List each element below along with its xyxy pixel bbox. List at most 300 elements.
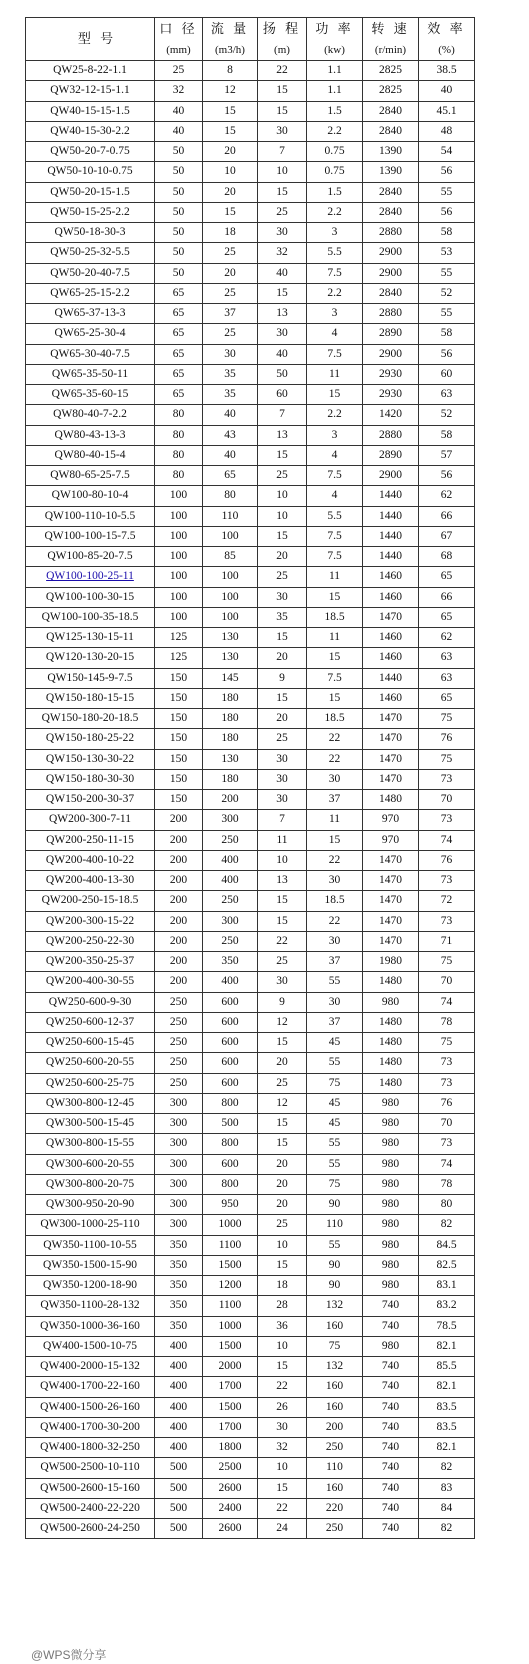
power-cell: 0.75 bbox=[307, 162, 363, 182]
efficiency-cell: 78 bbox=[419, 1174, 475, 1194]
efficiency-cell: 82 bbox=[419, 1215, 475, 1235]
model-cell: QW50-18-30-3 bbox=[26, 223, 155, 243]
head-cell: 40 bbox=[258, 344, 307, 364]
speed-cell: 1470 bbox=[363, 769, 419, 789]
power-cell: 22 bbox=[307, 729, 363, 749]
speed-cell: 2840 bbox=[363, 101, 419, 121]
efficiency-cell: 75 bbox=[419, 749, 475, 769]
flow-cell: 180 bbox=[203, 769, 258, 789]
efficiency-cell: 74 bbox=[419, 1154, 475, 1174]
head-cell: 30 bbox=[258, 587, 307, 607]
diameter-cell: 200 bbox=[155, 830, 203, 850]
head-cell: 50 bbox=[258, 364, 307, 384]
efficiency-cell: 65 bbox=[419, 688, 475, 708]
head-cell: 40 bbox=[258, 263, 307, 283]
table-row bbox=[26, 1377, 475, 1397]
head-cell: 28 bbox=[258, 1296, 307, 1316]
efficiency-cell: 73 bbox=[419, 1053, 475, 1073]
flow-cell: 35 bbox=[203, 385, 258, 405]
diameter-cell: 250 bbox=[155, 1053, 203, 1073]
model-cell: QW400-1500-26-160 bbox=[26, 1397, 155, 1417]
model-cell: QW40-15-15-1.5 bbox=[26, 101, 155, 121]
table-row bbox=[26, 1093, 475, 1113]
head-cell: 10 bbox=[258, 1458, 307, 1478]
power-cell: 1.5 bbox=[307, 101, 363, 121]
flow-cell: 130 bbox=[203, 648, 258, 668]
model-cell: QW65-25-30-4 bbox=[26, 324, 155, 344]
diameter-cell: 125 bbox=[155, 628, 203, 648]
flow-cell: 800 bbox=[203, 1134, 258, 1154]
speed-cell: 1470 bbox=[363, 891, 419, 911]
speed-cell: 740 bbox=[363, 1316, 419, 1336]
head-cell: 35 bbox=[258, 607, 307, 627]
model-cell: QW150-130-30-22 bbox=[26, 749, 155, 769]
power-cell: 18.5 bbox=[307, 709, 363, 729]
efficiency-cell: 82 bbox=[419, 1519, 475, 1539]
speed-cell: 1470 bbox=[363, 871, 419, 891]
diameter-cell: 50 bbox=[155, 182, 203, 202]
head-cell: 15 bbox=[258, 526, 307, 546]
head-cell: 25 bbox=[258, 1073, 307, 1093]
power-cell: 15 bbox=[307, 688, 363, 708]
speed-cell: 1480 bbox=[363, 972, 419, 992]
diameter-cell: 200 bbox=[155, 891, 203, 911]
speed-cell: 980 bbox=[363, 1276, 419, 1296]
flow-cell: 600 bbox=[203, 992, 258, 1012]
efficiency-cell: 45.1 bbox=[419, 101, 475, 121]
efficiency-cell: 56 bbox=[419, 466, 475, 486]
power-cell: 3 bbox=[307, 223, 363, 243]
head-cell: 20 bbox=[258, 648, 307, 668]
table-row bbox=[26, 1114, 475, 1134]
table-row bbox=[26, 162, 475, 182]
speed-cell: 2900 bbox=[363, 243, 419, 263]
table-row bbox=[26, 1053, 475, 1073]
model-cell: QW250-600-15-45 bbox=[26, 1033, 155, 1053]
model-cell: QW300-800-12-45 bbox=[26, 1093, 155, 1113]
table-row bbox=[26, 526, 475, 546]
speed-cell: 740 bbox=[363, 1296, 419, 1316]
header-speed: 转 速 bbox=[363, 18, 419, 40]
model-cell: QW500-2400-22-220 bbox=[26, 1498, 155, 1518]
speed-cell: 2880 bbox=[363, 425, 419, 445]
flow-cell: 1800 bbox=[203, 1438, 258, 1458]
diameter-cell: 400 bbox=[155, 1377, 203, 1397]
speed-cell: 740 bbox=[363, 1478, 419, 1498]
table-row bbox=[26, 911, 475, 931]
model-cell: QW250-600-20-55 bbox=[26, 1053, 155, 1073]
flow-cell: 100 bbox=[203, 567, 258, 587]
model-cell: QW80-65-25-7.5 bbox=[26, 466, 155, 486]
efficiency-cell: 72 bbox=[419, 891, 475, 911]
speed-cell: 740 bbox=[363, 1519, 419, 1539]
efficiency-cell: 53 bbox=[419, 243, 475, 263]
power-cell: 45 bbox=[307, 1033, 363, 1053]
power-cell: 132 bbox=[307, 1357, 363, 1377]
diameter-cell: 500 bbox=[155, 1458, 203, 1478]
flow-cell: 500 bbox=[203, 1114, 258, 1134]
efficiency-cell: 76 bbox=[419, 850, 475, 870]
power-cell: 160 bbox=[307, 1478, 363, 1498]
table-row bbox=[26, 810, 475, 830]
diameter-cell: 100 bbox=[155, 607, 203, 627]
efficiency-cell: 62 bbox=[419, 628, 475, 648]
power-cell: 11 bbox=[307, 810, 363, 830]
efficiency-cell: 73 bbox=[419, 1134, 475, 1154]
diameter-cell: 300 bbox=[155, 1174, 203, 1194]
model-cell: QW100-100-15-7.5 bbox=[26, 526, 155, 546]
table-row bbox=[26, 304, 475, 324]
speed-cell: 2840 bbox=[363, 121, 419, 141]
power-cell: 75 bbox=[307, 1073, 363, 1093]
efficiency-cell: 66 bbox=[419, 506, 475, 526]
power-cell: 3 bbox=[307, 304, 363, 324]
head-cell: 9 bbox=[258, 668, 307, 688]
diameter-cell: 350 bbox=[155, 1296, 203, 1316]
table-row bbox=[26, 405, 475, 425]
flow-cell: 1000 bbox=[203, 1215, 258, 1235]
power-cell: 4 bbox=[307, 486, 363, 506]
efficiency-cell: 65 bbox=[419, 567, 475, 587]
flow-cell: 300 bbox=[203, 911, 258, 931]
power-cell: 4 bbox=[307, 445, 363, 465]
diameter-cell: 25 bbox=[155, 61, 203, 81]
flow-cell: 10 bbox=[203, 162, 258, 182]
diameter-cell: 32 bbox=[155, 81, 203, 101]
model-cell: QW250-600-12-37 bbox=[26, 1012, 155, 1032]
diameter-cell: 500 bbox=[155, 1478, 203, 1498]
head-cell: 10 bbox=[258, 1235, 307, 1255]
header-power: 功 率 bbox=[307, 18, 363, 40]
diameter-cell: 150 bbox=[155, 688, 203, 708]
table-row bbox=[26, 1235, 475, 1255]
diameter-cell: 65 bbox=[155, 304, 203, 324]
diameter-cell: 150 bbox=[155, 790, 203, 810]
speed-cell: 2825 bbox=[363, 61, 419, 81]
efficiency-cell: 82.1 bbox=[419, 1377, 475, 1397]
power-cell: 2.2 bbox=[307, 405, 363, 425]
flow-cell: 1100 bbox=[203, 1296, 258, 1316]
diameter-cell: 40 bbox=[155, 121, 203, 141]
model-cell: QW200-350-25-37 bbox=[26, 952, 155, 972]
efficiency-cell: 40 bbox=[419, 81, 475, 101]
diameter-cell: 150 bbox=[155, 668, 203, 688]
speed-cell: 1440 bbox=[363, 547, 419, 567]
head-cell: 15 bbox=[258, 1114, 307, 1134]
flow-cell: 1000 bbox=[203, 1316, 258, 1336]
table-row bbox=[26, 628, 475, 648]
table-row bbox=[26, 466, 475, 486]
table-row bbox=[26, 223, 475, 243]
table-row bbox=[26, 1478, 475, 1498]
pump-spec-table bbox=[25, 17, 475, 1539]
head-cell: 18 bbox=[258, 1276, 307, 1296]
header-head: 扬 程 bbox=[258, 18, 307, 40]
flow-cell: 20 bbox=[203, 263, 258, 283]
flow-cell: 2000 bbox=[203, 1357, 258, 1377]
diameter-cell: 400 bbox=[155, 1397, 203, 1417]
diameter-cell: 400 bbox=[155, 1417, 203, 1437]
table-row bbox=[26, 283, 475, 303]
speed-cell: 1460 bbox=[363, 688, 419, 708]
head-cell: 10 bbox=[258, 486, 307, 506]
flow-cell: 600 bbox=[203, 1053, 258, 1073]
efficiency-cell: 68 bbox=[419, 547, 475, 567]
head-cell: 30 bbox=[258, 769, 307, 789]
efficiency-cell: 56 bbox=[419, 344, 475, 364]
unit-head: (m) bbox=[258, 39, 307, 61]
model-cell: QW120-130-20-15 bbox=[26, 648, 155, 668]
diameter-cell: 50 bbox=[155, 223, 203, 243]
power-cell: 90 bbox=[307, 1255, 363, 1275]
speed-cell: 1440 bbox=[363, 506, 419, 526]
model-cell: QW65-25-15-2.2 bbox=[26, 283, 155, 303]
diameter-cell: 500 bbox=[155, 1498, 203, 1518]
speed-cell: 1390 bbox=[363, 142, 419, 162]
speed-cell: 2840 bbox=[363, 182, 419, 202]
flow-cell: 100 bbox=[203, 587, 258, 607]
power-cell: 11 bbox=[307, 628, 363, 648]
speed-cell: 980 bbox=[363, 1174, 419, 1194]
speed-cell: 740 bbox=[363, 1397, 419, 1417]
diameter-cell: 100 bbox=[155, 506, 203, 526]
model-cell: QW350-1200-18-90 bbox=[26, 1276, 155, 1296]
efficiency-cell: 74 bbox=[419, 992, 475, 1012]
diameter-cell: 100 bbox=[155, 526, 203, 546]
diameter-cell: 500 bbox=[155, 1519, 203, 1539]
table-row bbox=[26, 1519, 475, 1539]
speed-cell: 980 bbox=[363, 1215, 419, 1235]
head-cell: 22 bbox=[258, 61, 307, 81]
model-cell: QW350-1000-36-160 bbox=[26, 1316, 155, 1336]
efficiency-cell: 84 bbox=[419, 1498, 475, 1518]
header-diameter: 口 径 bbox=[155, 18, 203, 40]
power-cell: 4 bbox=[307, 324, 363, 344]
flow-cell: 43 bbox=[203, 425, 258, 445]
diameter-cell: 300 bbox=[155, 1093, 203, 1113]
head-cell: 10 bbox=[258, 162, 307, 182]
speed-cell: 1460 bbox=[363, 567, 419, 587]
flow-cell: 25 bbox=[203, 243, 258, 263]
power-cell: 55 bbox=[307, 1235, 363, 1255]
head-cell: 25 bbox=[258, 202, 307, 222]
power-cell: 250 bbox=[307, 1438, 363, 1458]
flow-cell: 200 bbox=[203, 790, 258, 810]
head-cell: 13 bbox=[258, 304, 307, 324]
table-row bbox=[26, 547, 475, 567]
efficiency-cell: 78.5 bbox=[419, 1316, 475, 1336]
model-cell: QW250-600-9-30 bbox=[26, 992, 155, 1012]
power-cell: 22 bbox=[307, 911, 363, 931]
table-row bbox=[26, 749, 475, 769]
model-cell: QW350-1100-10-55 bbox=[26, 1235, 155, 1255]
speed-cell: 1470 bbox=[363, 607, 419, 627]
flow-cell: 250 bbox=[203, 931, 258, 951]
power-cell: 18.5 bbox=[307, 891, 363, 911]
speed-cell: 1480 bbox=[363, 1053, 419, 1073]
power-cell: 7.5 bbox=[307, 547, 363, 567]
power-cell: 160 bbox=[307, 1316, 363, 1336]
power-cell: 2.2 bbox=[307, 121, 363, 141]
efficiency-cell: 83 bbox=[419, 1478, 475, 1498]
efficiency-cell: 52 bbox=[419, 405, 475, 425]
efficiency-cell: 55 bbox=[419, 182, 475, 202]
table-row bbox=[26, 992, 475, 1012]
efficiency-cell: 82 bbox=[419, 1458, 475, 1478]
efficiency-cell: 83.1 bbox=[419, 1276, 475, 1296]
speed-cell: 2880 bbox=[363, 223, 419, 243]
flow-cell: 25 bbox=[203, 324, 258, 344]
diameter-cell: 80 bbox=[155, 445, 203, 465]
table-row bbox=[26, 445, 475, 465]
head-cell: 15 bbox=[258, 182, 307, 202]
header-efficiency: 效 率 bbox=[419, 18, 475, 40]
diameter-cell: 100 bbox=[155, 587, 203, 607]
power-cell: 37 bbox=[307, 952, 363, 972]
efficiency-cell: 55 bbox=[419, 263, 475, 283]
model-link[interactable]: QW100-100-25-11 bbox=[46, 570, 134, 583]
table-row bbox=[26, 1215, 475, 1235]
flow-cell: 18 bbox=[203, 223, 258, 243]
table-row bbox=[26, 1357, 475, 1377]
head-cell: 10 bbox=[258, 850, 307, 870]
flow-cell: 37 bbox=[203, 304, 258, 324]
efficiency-cell: 70 bbox=[419, 790, 475, 810]
power-cell: 7.5 bbox=[307, 526, 363, 546]
speed-cell: 2825 bbox=[363, 81, 419, 101]
flow-cell: 1200 bbox=[203, 1276, 258, 1296]
flow-cell: 180 bbox=[203, 688, 258, 708]
speed-cell: 740 bbox=[363, 1498, 419, 1518]
table-row bbox=[26, 972, 475, 992]
model-cell: QW500-2500-10-110 bbox=[26, 1458, 155, 1478]
unit-flow: (m3/h) bbox=[203, 39, 258, 61]
head-cell: 10 bbox=[258, 506, 307, 526]
diameter-cell: 400 bbox=[155, 1357, 203, 1377]
model-cell: QW100-85-20-7.5 bbox=[26, 547, 155, 567]
head-cell: 30 bbox=[258, 121, 307, 141]
model-cell: QW100-100-35-18.5 bbox=[26, 607, 155, 627]
model-cell: QW50-10-10-0.75 bbox=[26, 162, 155, 182]
model-cell: QW50-20-7-0.75 bbox=[26, 142, 155, 162]
table-row bbox=[26, 1012, 475, 1032]
power-cell: 11 bbox=[307, 364, 363, 384]
efficiency-cell: 83.5 bbox=[419, 1397, 475, 1417]
model-cell: QW300-1000-25-110 bbox=[26, 1215, 155, 1235]
diameter-cell: 100 bbox=[155, 547, 203, 567]
speed-cell: 980 bbox=[363, 1114, 419, 1134]
table-row bbox=[26, 324, 475, 344]
table-row bbox=[26, 607, 475, 627]
diameter-cell: 300 bbox=[155, 1154, 203, 1174]
flow-cell: 2400 bbox=[203, 1498, 258, 1518]
flow-cell: 2600 bbox=[203, 1478, 258, 1498]
speed-cell: 2930 bbox=[363, 364, 419, 384]
unit-efficiency: (%) bbox=[419, 39, 475, 61]
power-cell: 30 bbox=[307, 769, 363, 789]
efficiency-cell: 75 bbox=[419, 709, 475, 729]
efficiency-cell: 66 bbox=[419, 587, 475, 607]
head-cell: 32 bbox=[258, 1438, 307, 1458]
efficiency-cell: 48 bbox=[419, 121, 475, 141]
head-cell: 30 bbox=[258, 324, 307, 344]
model-cell: QW200-400-10-22 bbox=[26, 850, 155, 870]
speed-cell: 1480 bbox=[363, 1073, 419, 1093]
power-cell: 30 bbox=[307, 871, 363, 891]
head-cell: 13 bbox=[258, 425, 307, 445]
flow-cell: 15 bbox=[203, 121, 258, 141]
efficiency-cell: 60 bbox=[419, 364, 475, 384]
flow-cell: 35 bbox=[203, 364, 258, 384]
table-row bbox=[26, 648, 475, 668]
flow-cell: 100 bbox=[203, 526, 258, 546]
power-cell: 1.1 bbox=[307, 61, 363, 81]
head-cell: 32 bbox=[258, 243, 307, 263]
diameter-cell: 300 bbox=[155, 1134, 203, 1154]
flow-cell: 20 bbox=[203, 142, 258, 162]
head-cell: 25 bbox=[258, 729, 307, 749]
speed-cell: 1470 bbox=[363, 749, 419, 769]
efficiency-cell: 70 bbox=[419, 1114, 475, 1134]
flow-cell: 65 bbox=[203, 466, 258, 486]
model-cell: QW300-800-15-55 bbox=[26, 1134, 155, 1154]
power-cell: 37 bbox=[307, 1012, 363, 1032]
power-cell: 55 bbox=[307, 1154, 363, 1174]
head-cell: 9 bbox=[258, 992, 307, 1012]
flow-cell: 110 bbox=[203, 506, 258, 526]
head-cell: 13 bbox=[258, 871, 307, 891]
head-cell: 60 bbox=[258, 385, 307, 405]
table-row bbox=[26, 202, 475, 222]
diameter-cell: 150 bbox=[155, 749, 203, 769]
table-row bbox=[26, 1033, 475, 1053]
power-cell: 1.1 bbox=[307, 81, 363, 101]
head-cell: 36 bbox=[258, 1316, 307, 1336]
power-cell: 160 bbox=[307, 1397, 363, 1417]
diameter-cell: 80 bbox=[155, 466, 203, 486]
power-cell: 11 bbox=[307, 567, 363, 587]
head-cell: 30 bbox=[258, 223, 307, 243]
diameter-cell: 50 bbox=[155, 142, 203, 162]
table-row bbox=[26, 142, 475, 162]
head-cell: 30 bbox=[258, 790, 307, 810]
table-row bbox=[26, 688, 475, 708]
table-row bbox=[26, 1195, 475, 1215]
flow-cell: 600 bbox=[203, 1012, 258, 1032]
model-cell: QW80-43-13-3 bbox=[26, 425, 155, 445]
speed-cell: 980 bbox=[363, 992, 419, 1012]
diameter-cell: 300 bbox=[155, 1195, 203, 1215]
model-cell: QW350-1500-15-90 bbox=[26, 1255, 155, 1275]
head-cell: 22 bbox=[258, 931, 307, 951]
model-cell: QW400-2000-15-132 bbox=[26, 1357, 155, 1377]
efficiency-cell: 83.2 bbox=[419, 1296, 475, 1316]
head-cell: 22 bbox=[258, 1377, 307, 1397]
power-cell: 7.5 bbox=[307, 466, 363, 486]
diameter-cell: 200 bbox=[155, 911, 203, 931]
unit-speed: (r/min) bbox=[363, 39, 419, 61]
head-cell: 12 bbox=[258, 1012, 307, 1032]
model-cell: QW400-1500-10-75 bbox=[26, 1336, 155, 1356]
flow-cell: 1700 bbox=[203, 1417, 258, 1437]
efficiency-cell: 63 bbox=[419, 648, 475, 668]
table-row bbox=[26, 709, 475, 729]
efficiency-cell: 58 bbox=[419, 324, 475, 344]
table-row bbox=[26, 1255, 475, 1275]
table-row bbox=[26, 769, 475, 789]
speed-cell: 740 bbox=[363, 1377, 419, 1397]
flow-cell: 15 bbox=[203, 101, 258, 121]
